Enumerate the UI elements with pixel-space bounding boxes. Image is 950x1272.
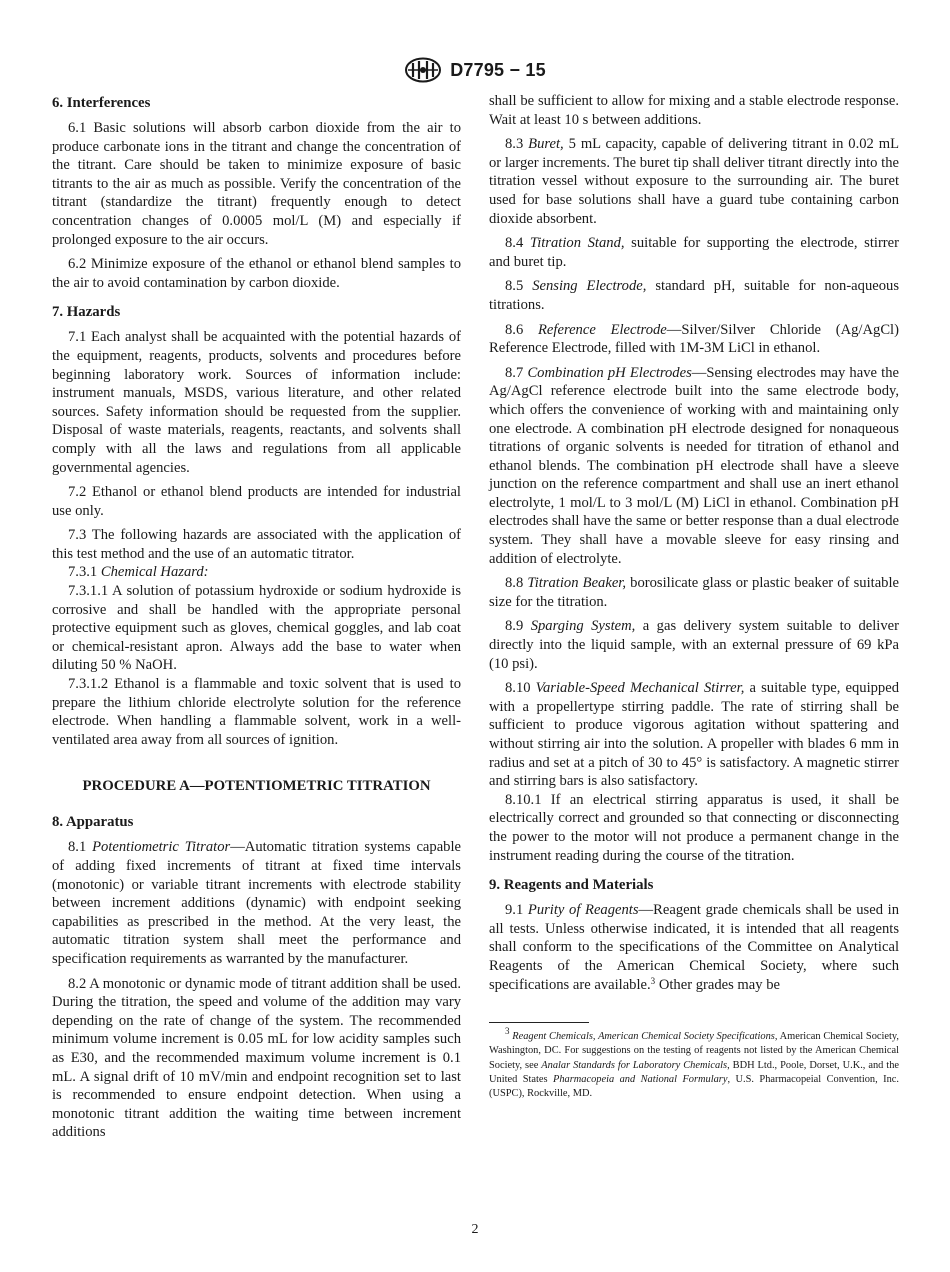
paragraph-6-2: 6.2 Minimize exposure of the ethanol or ethanol blend samples to the air to avoid contamination by carbon dioxide. [52,256,461,291]
footnote-3 [489,1026,900,1101]
term: Reference Electrode [538,321,667,338]
right-column [489,92,899,1101]
paragraph-text: a suitable type, equipped with a propellertype stirring paddle. The rate of stirring shall be sufficient to produce vigorous agitation without spattering and without stirring air into the solution. A propeller with blades 6 mm in radius and set at a pitch of 30 to 45° is satisfactory. A magnetic stirrer and stirring bars is also satisfactory. [489,680,899,790]
paragraph-text: borosilicate glass or plastic beaker of suitable size for the titration. [489,575,899,610]
paragraph-8-10 [489,679,899,791]
paragraph-number: 8.8 [505,575,524,592]
footnote-text: , BDH Ltd., Poole, Dorset, U.K., and the United States [489,1059,899,1085]
term: Variable-Speed Mechanical Stirrer, [535,680,745,697]
document-id: D7795 − 15 [450,59,546,80]
term: Titration Stand, [529,235,625,252]
section-6-heading: 6. Interferences [52,95,151,111]
footnote-reference: Pharmacopeia and National Formulary [552,1073,728,1085]
paragraph-text-tail: Other grades may be [655,976,780,993]
paragraph-text: suitable for supporting the electrode, stirrer and buret tip. [489,235,899,270]
term: Chemical Hazard: [100,564,209,581]
term: Combination pH Electrodes [527,364,692,381]
footnote-title: Reagent Chemicals, American Chemical Society Specifications [512,1031,775,1043]
footnote-text: , U.S. Pharmacopeial Convention, Inc. (USPC), Rockville, MD. [489,1073,899,1099]
paragraph-number: 8.1 [68,839,87,856]
paragraph-number: 8.5 [505,278,524,295]
paragraph-number: 8.10 [505,680,531,697]
paragraph-8-8 [489,574,899,611]
paragraph-8-3 [489,135,899,228]
paragraph-number: 8.9 [505,618,524,635]
paragraph-text: standard pH, suitable for non-aqueous titrations. [489,278,899,313]
paragraph-text: —Sensing electrodes may have the Ag/AgCl reference electrode built into the same electrode body, which offers the convenience of working with and maintaining only one electrode. A combination pH electrode designed for nonaqueous titrations of organic solvents is needed for titration of ethanol and ethanol blends. The combination pH electrode shall have a sleeve junction on the reference compartment and shall use an inert ethanol electrolyte, 1 mol/L to 3 mol/L (M) LiCl in ethanol. Combination pH electrodes shall have the same or better response than a dual electrode system. They shall have a movable sleeve for easy rinsing and addition of electrolyte. [489,364,900,567]
paragraph-8-4 [489,234,899,271]
page-header [0,54,950,86]
paragraph-7-2: 7.2 Ethanol or ethanol blend products are intended for industrial use only. [52,484,461,519]
paragraph-7-3-1 [52,563,461,582]
paragraph-text: —Silver/Silver Chloride (Ag/AgCl) Reference Electrode, filled with 1M-3M LiCl in ethanol. [489,321,899,357]
paragraph-8-6 [489,321,899,358]
left-column [52,92,461,1142]
paragraph-number: 8.3 [505,136,524,153]
page-number: 2 [471,1222,479,1237]
procedure-heading: PROCEDURE A—POTENTIOMETRIC TITRATION [82,778,431,795]
paragraph-7-3-1-2: 7.3.1.2 Ethanol is a flammable and toxic solvent that is used to prepare the lithium chloride electrolyte solution for the reference electrode. When handling a flammable solvent, work in a well-ventilated area away from all sources of ignition. [52,676,461,748]
paragraph-text: —Automatic titration systems capable of adding fixed increments of titrant at fixed time intervals (monotonic) or variable titrant increments with electrode stability between increment additions (dynamic) with endpoint seeking capabilities as prescribed in the method. At the very least, the automatic titration system shall meet the performance and specification requirements as warranted by the manufacturer. [52,839,462,967]
paragraph-text: a gas delivery system suitable to deliver directly into the liquid sample, with an external pressure of 69 kPa (10 psi). [489,618,899,672]
paragraph-8-5 [489,277,899,314]
paragraph-number: 9.1 [505,902,524,919]
term: Potentiometric Titrator [92,839,231,856]
paragraph-8-1 [52,838,461,968]
paragraph-8-9 [489,617,899,673]
paragraph-7-3: 7.3 The following hazards are associated with the application of this test method and the use of an automatic titrator. [52,527,461,562]
paragraph-7-1: 7.1 Each analyst shall be acquainted with the potential hazards of the equipment, reagents, products, solvents and procedures before beginning laboratory work. Sources of information include: instrument manuals, MSDS, various literature, and other related sources. Safety information should be requested from the supplier. Disposal of waste materials, reagents, reactants, and solvents shall comply with all the laws and regulations from all applicable governmental agencies. [52,329,461,476]
term: Titration Beaker, [527,575,627,592]
paragraph-8-2-continued: shall be sufficient to allow for mixing and a stable electrode response. Wait at least 10 s between additions. [489,93,899,128]
term: Sensing Electrode, [532,278,647,295]
paragraph-number: 8.7 [505,364,524,381]
term: Purity of Reagents [527,902,639,919]
paragraph-number: 8.4 [505,235,524,252]
paragraph-8-10-1: 8.10.1 If an electrical stirring apparatus is used, it shall be electrically correct and grounded so that connecting or disconnecting the power to the motor will not produce a permanent change in the instrument reading during the course of the titration. [489,791,899,864]
paragraph-8-2: 8.2 A monotonic or dynamic mode of titrant addition shall be used. During the titration, the speed and volume of the addition may vary depending on the rate of change of the system. The recommended minimum volume increment is 0.05 mL for low acidity samples such as E30, and the recommended maximum volume increment is 0.1 mL. A signal drift of 10 mV/min and endpoint recognition set to last is recommended to ensure endpoint detection. When using a monotonic titrant addition the waiting time between increment additions [52,975,461,1141]
term: Buret, [528,136,564,153]
paragraph-text: 5 mL capacity, capable of delivering titrant in 0.02 mL or larger increments. The buret tip shall deliver titrant directly into the titration vessel without exposure to the surrounding air. The buret used for base solutions shall have a guard tube containing carbon dioxide absorbent. [489,136,899,227]
footnote-text: , American Chemical Society, Washington, DC. For suggestions on the testing of reagents not listed by the American Chemical Society, see [489,1031,900,1071]
astm-logo-icon [404,57,442,83]
paragraph-7-3-1-1: 7.3.1.1 A solution of potassium hydroxide or sodium hydroxide is corrosive and shall be handled with the appropriate personal protective equipment such as gloves, chemical goggles, and lab coat or chemical-resistant apron. Always add the base to water when diluting 50 % NaOH. [52,583,461,674]
footnote-number: 3 [505,1026,510,1037]
paragraph-text: —Reagent grade chemicals shall be used in all tests. Unless otherwise indicated, it is intended that all reagents shall conform to the specifications of the Committee on Analytical Reagents of the American Chemical Society, where such specifications are available. [489,902,900,993]
paragraph-number: 7.3.1 [68,564,98,581]
section-8-heading: 8. Apparatus [52,814,134,831]
section-9-heading: 9. Reagents and Materials [489,877,654,894]
footnote-divider [489,1022,589,1023]
paragraph-9-1 [489,901,899,994]
paragraph-number: 8.6 [505,321,524,338]
term: Sparging System, [530,618,636,635]
paragraph-6-1: 6.1 Basic solutions will absorb carbon dioxide from the air to produce carbonate ions in the titrant and change the concentration of the titrant. Care should be taken to minimize exposure of basic titrants to the air as much as possible. Verify the concentration of the titrant (standardize the titrant) frequently enough to detect concentration changes of 0.0005 mol/L (M) and especially if prolonged exposure to the air occurs. [52,120,461,248]
section-7-heading: 7. Hazards [52,304,121,321]
footnote-reference: Analar Standards for Laboratory Chemicals [541,1059,728,1071]
footnote-ref[interactable]: 3 [650,975,656,986]
paragraph-8-7 [489,364,899,569]
